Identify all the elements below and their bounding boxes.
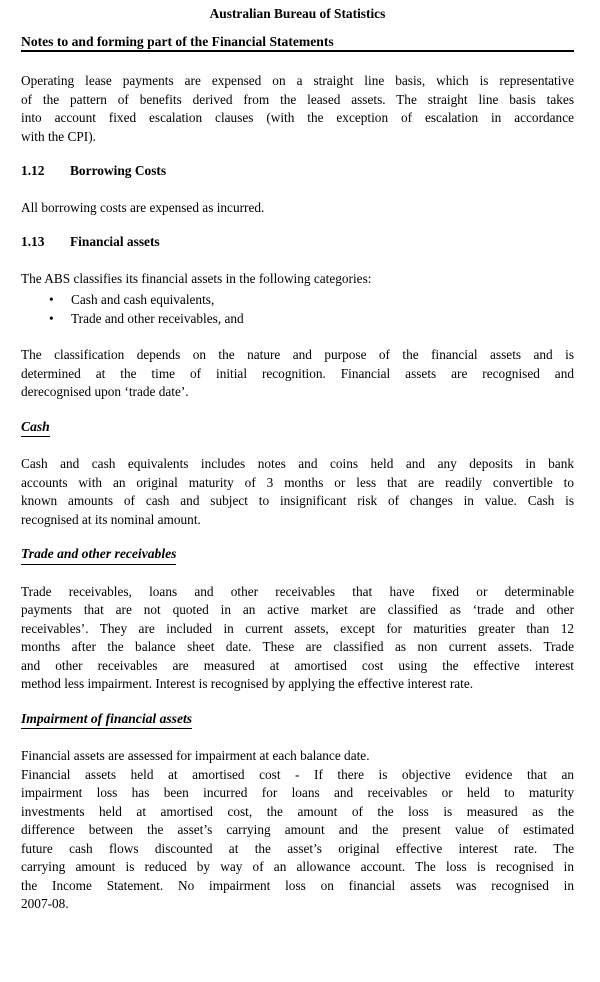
paragraph-line: derecognised upon ‘trade date’. bbox=[21, 384, 189, 399]
sub-heading bbox=[21, 545, 574, 565]
paragraph-line: method less impairment. Interest is recognised by applying the effective interest rate. bbox=[21, 676, 474, 691]
paragraph-line: Operating lease payments are expensed on a straight line basis, which is representative bbox=[21, 73, 574, 88]
document-heading: Notes to and forming part of the Financial Statements bbox=[21, 35, 574, 52]
paragraph-line: The ABS classifies its financial assets in the following categories: bbox=[21, 270, 372, 286]
paragraph bbox=[21, 72, 574, 146]
paragraph-line: future cash flows discounted at the asset’s original effective interest rate. The bbox=[21, 840, 574, 856]
bullet-marker: • bbox=[49, 310, 54, 326]
section-heading bbox=[21, 162, 574, 181]
paragraph-line: months after the balance sheet date. These are classified as non current assets. Trade bbox=[21, 639, 574, 654]
paragraph bbox=[21, 270, 574, 289]
section-number: 1.13 bbox=[21, 234, 45, 249]
paragraph-line: known amounts of cash and subject to insignificant risk of changes in value. Cash is bbox=[21, 493, 574, 508]
paragraph-line: difference between the asset’s carrying amount and the present value of estimated bbox=[21, 822, 574, 837]
paragraph bbox=[21, 747, 574, 914]
paragraph-line: into account fixed escalation clauses (with the exception of escalation in accordance bbox=[21, 110, 574, 125]
paragraph-line: receivables’. They are included in current assets, except for maturities greater than 12 bbox=[21, 620, 574, 636]
paragraph-line: with the CPI). bbox=[21, 128, 96, 144]
paragraph bbox=[21, 583, 574, 694]
bullet-list bbox=[21, 291, 574, 328]
page-title: Australian Bureau of Statistics bbox=[209, 6, 386, 21]
paragraph-line: carrying amount is reduced by way of an allowance account. The loss is recognised in bbox=[21, 859, 574, 874]
sub-heading bbox=[21, 418, 574, 438]
paragraph-line: Financial assets held at amortised cost - If there is objective evidence that an bbox=[21, 766, 574, 782]
paragraph bbox=[21, 455, 574, 529]
paragraph bbox=[21, 346, 574, 402]
sub-heading-title: Impairment of financial assets bbox=[21, 710, 192, 730]
bullet-item bbox=[21, 310, 574, 329]
bullet-item-label: Cash and cash equivalents, bbox=[71, 292, 215, 307]
sub-heading-title: Trade and other receivables bbox=[21, 545, 176, 565]
paragraph-line: impairment loss has been incurred for loans and receivables or held to maturity bbox=[21, 785, 574, 800]
paragraph-line: recognised at its nominal amount. bbox=[21, 511, 201, 527]
paragraph-line: the Income Statement. No impairment loss on financial assets was recognised in bbox=[21, 877, 574, 893]
paragraph-line: Cash and cash equivalents includes notes and coins held and any deposits in bank bbox=[21, 456, 574, 471]
paragraph-line: Trade receivables, loans and other receivables that have fixed or determinable bbox=[21, 583, 574, 599]
paragraph-line: determined at the time of initial recognition. Financial assets are recognised and bbox=[21, 365, 574, 381]
paragraph-line: All borrowing costs are expensed as incurred. bbox=[21, 199, 265, 215]
document-body bbox=[21, 72, 574, 914]
sub-heading bbox=[21, 710, 574, 730]
sub-heading-title: Cash bbox=[21, 418, 50, 438]
section-title: Borrowing Costs bbox=[70, 163, 167, 178]
paragraph-line: The classification depends on the nature and purpose of the financial assets and is bbox=[21, 347, 574, 362]
section-number: 1.12 bbox=[21, 163, 45, 178]
paragraph-line: Financial assets are assessed for impairment at each balance date. bbox=[21, 748, 370, 763]
paragraph-line: payments that are not quoted in an active market are classified as ‘trade and other bbox=[21, 602, 574, 617]
bullet-item bbox=[21, 291, 574, 310]
paragraph bbox=[21, 199, 574, 218]
bullet-item-label: Trade and other receivables, and bbox=[71, 310, 244, 326]
paragraph-line: investments held at amortised cost, the amount of the loss is measured as the bbox=[21, 803, 574, 819]
section-title: Financial assets bbox=[70, 234, 160, 249]
paragraph-line: of the pattern of benefits derived from the leased assets. The straight line basis takes bbox=[21, 91, 574, 107]
paragraph-line: accounts with an original maturity of 3 months or less that are readily convertible to bbox=[21, 474, 574, 490]
bullet-marker: • bbox=[49, 292, 54, 307]
paragraph-line: and other receivables are measured at amortised cost using the effective interest bbox=[21, 657, 574, 673]
section-heading bbox=[21, 233, 574, 252]
paragraph-line: 2007-08. bbox=[21, 896, 69, 911]
